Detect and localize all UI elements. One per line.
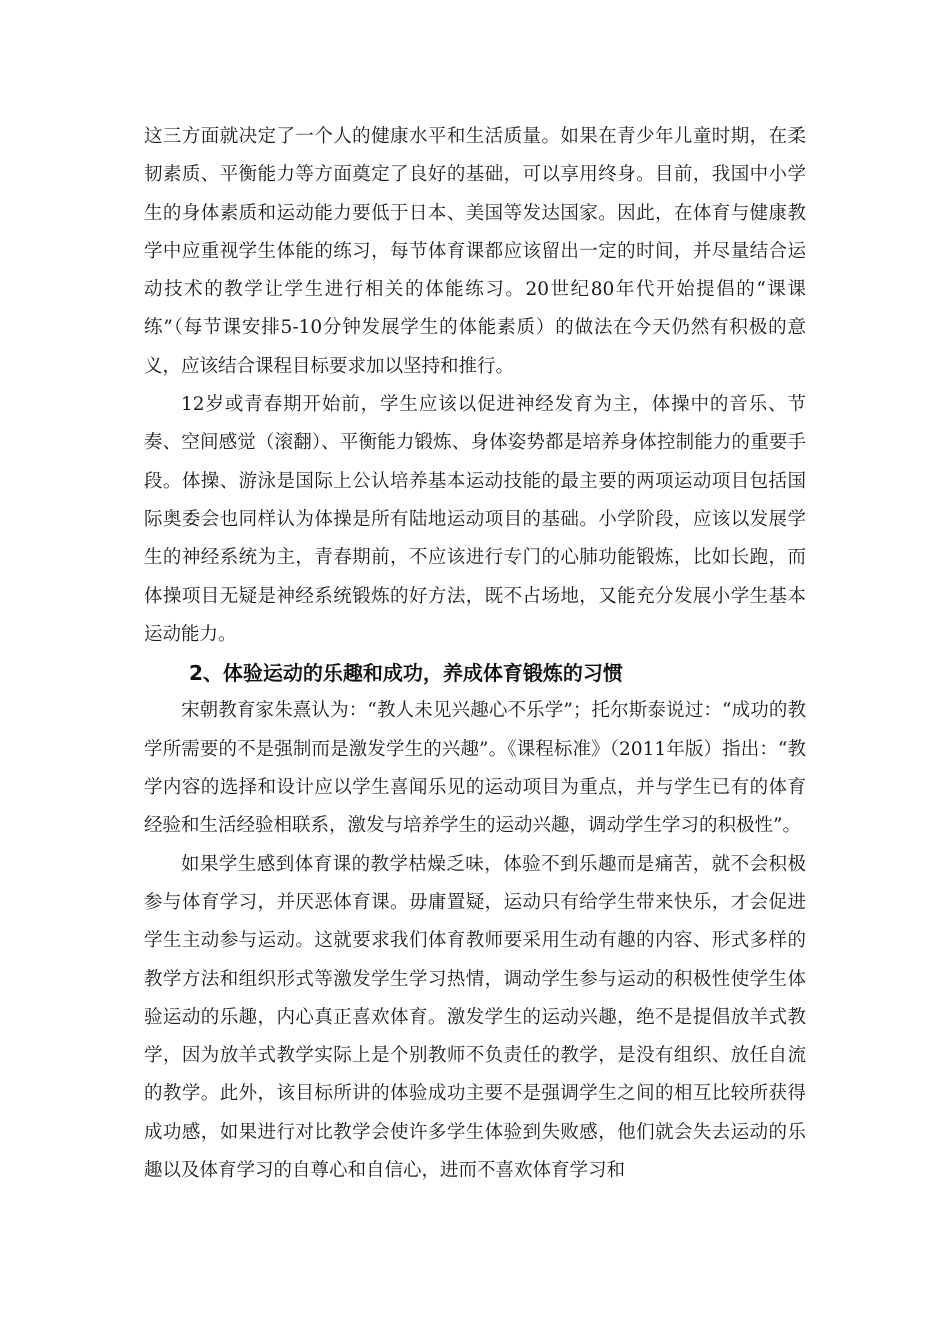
document-page bbox=[144, 118, 806, 1190]
paragraph-nervous-system-development: 12岁或青春期开始前，学生应该以促进神经发育为主，体操中的音乐、节奏、空间感觉（滚翻）、平衡能力锻炼、身体姿势都是培养身体控制能力的重要手段。体操、游泳是国际上公认培养基本运动技能的最主要的两项运动项目包括国际奥委会也同样认为体操是所有陆地运动项目的基础。小学阶段，应该以发展学生的神经系统为主，青春期前，不应该进行专门的心肺功能锻炼，比如长跑，而体操项目无疑是神经系统锻炼的好方法，既不占场地，又能充分发展小学生基本运动能力。 bbox=[144, 394, 806, 645]
section-heading: 2、体验运动的乐趣和成功，养成体育锻炼的习惯 bbox=[189, 661, 623, 686]
paragraph-fitness-practice: 这三方面就决定了一个人的健康水平和生活质量。如果在青少年儿童时期，在柔韧素质、平衡能力等方面奠定了良好的基础，可以享用终身。目前，我国中小学生的身体素质和运动能力要低于日本、美国等发达国家。因此，在体育与健康教学中应重视学生体能的练习，每节体育课都应该留出一定的时间，并尽量结合运动技术的教学让学生进行相关的体能练习。20世纪80年代开始提倡的“课课练”（每节课安排5-10分钟发展学生的体能素质）的做法在今天仍然有积极的意义，应该结合课程目标要求加以坚持和推行。 bbox=[144, 126, 806, 377]
paragraph-interest-quotes: 宋朝教育家朱熹认为：“教人未见兴趣心不乐学”；托尔斯泰说过：“成功的教学所需要的不是强制而是激发学生的兴趣”。《课程标准》（2011年版）指出：“教学内容的选择和设计应以学生喜闻乐见的运动项目为重点，并与学生已有的体育经验和生活经验相联系，激发与培养学生的运动兴趣，调动学生学习的积极性”。 bbox=[144, 700, 806, 837]
paragraph-enjoyment-and-success: 如果学生感到体育课的教学枯燥乏味，体验不到乐趣而是痛苦，就不会积极参与体育学习，并厌恶体育课。毋庸置疑，运动只有给学生带来快乐，才会促进学生主动参与运动。这就要求我们体育教师要采用生动有趣的内容、形式多样的教学方法和组织形式等激发学生学习热情，调动学生参与运动的积极性使学生体验运动的乐趣，内心真正喜欢体育。激发学生的运动兴趣，绝不是提倡放羊式教学，因为放羊式教学实际上是个别教师不负责任的教学，是没有组织、放任自流的教学。此外，该目标所讲的体验成功主要不是强调学生之间的相互比较所获得成功感，如果进行对比教学会使许多学生体验到失败感，他们就会失去运动的乐趣以及体育学习的自尊心和自信心，进而不喜欢体育学习和 bbox=[144, 853, 806, 1182]
